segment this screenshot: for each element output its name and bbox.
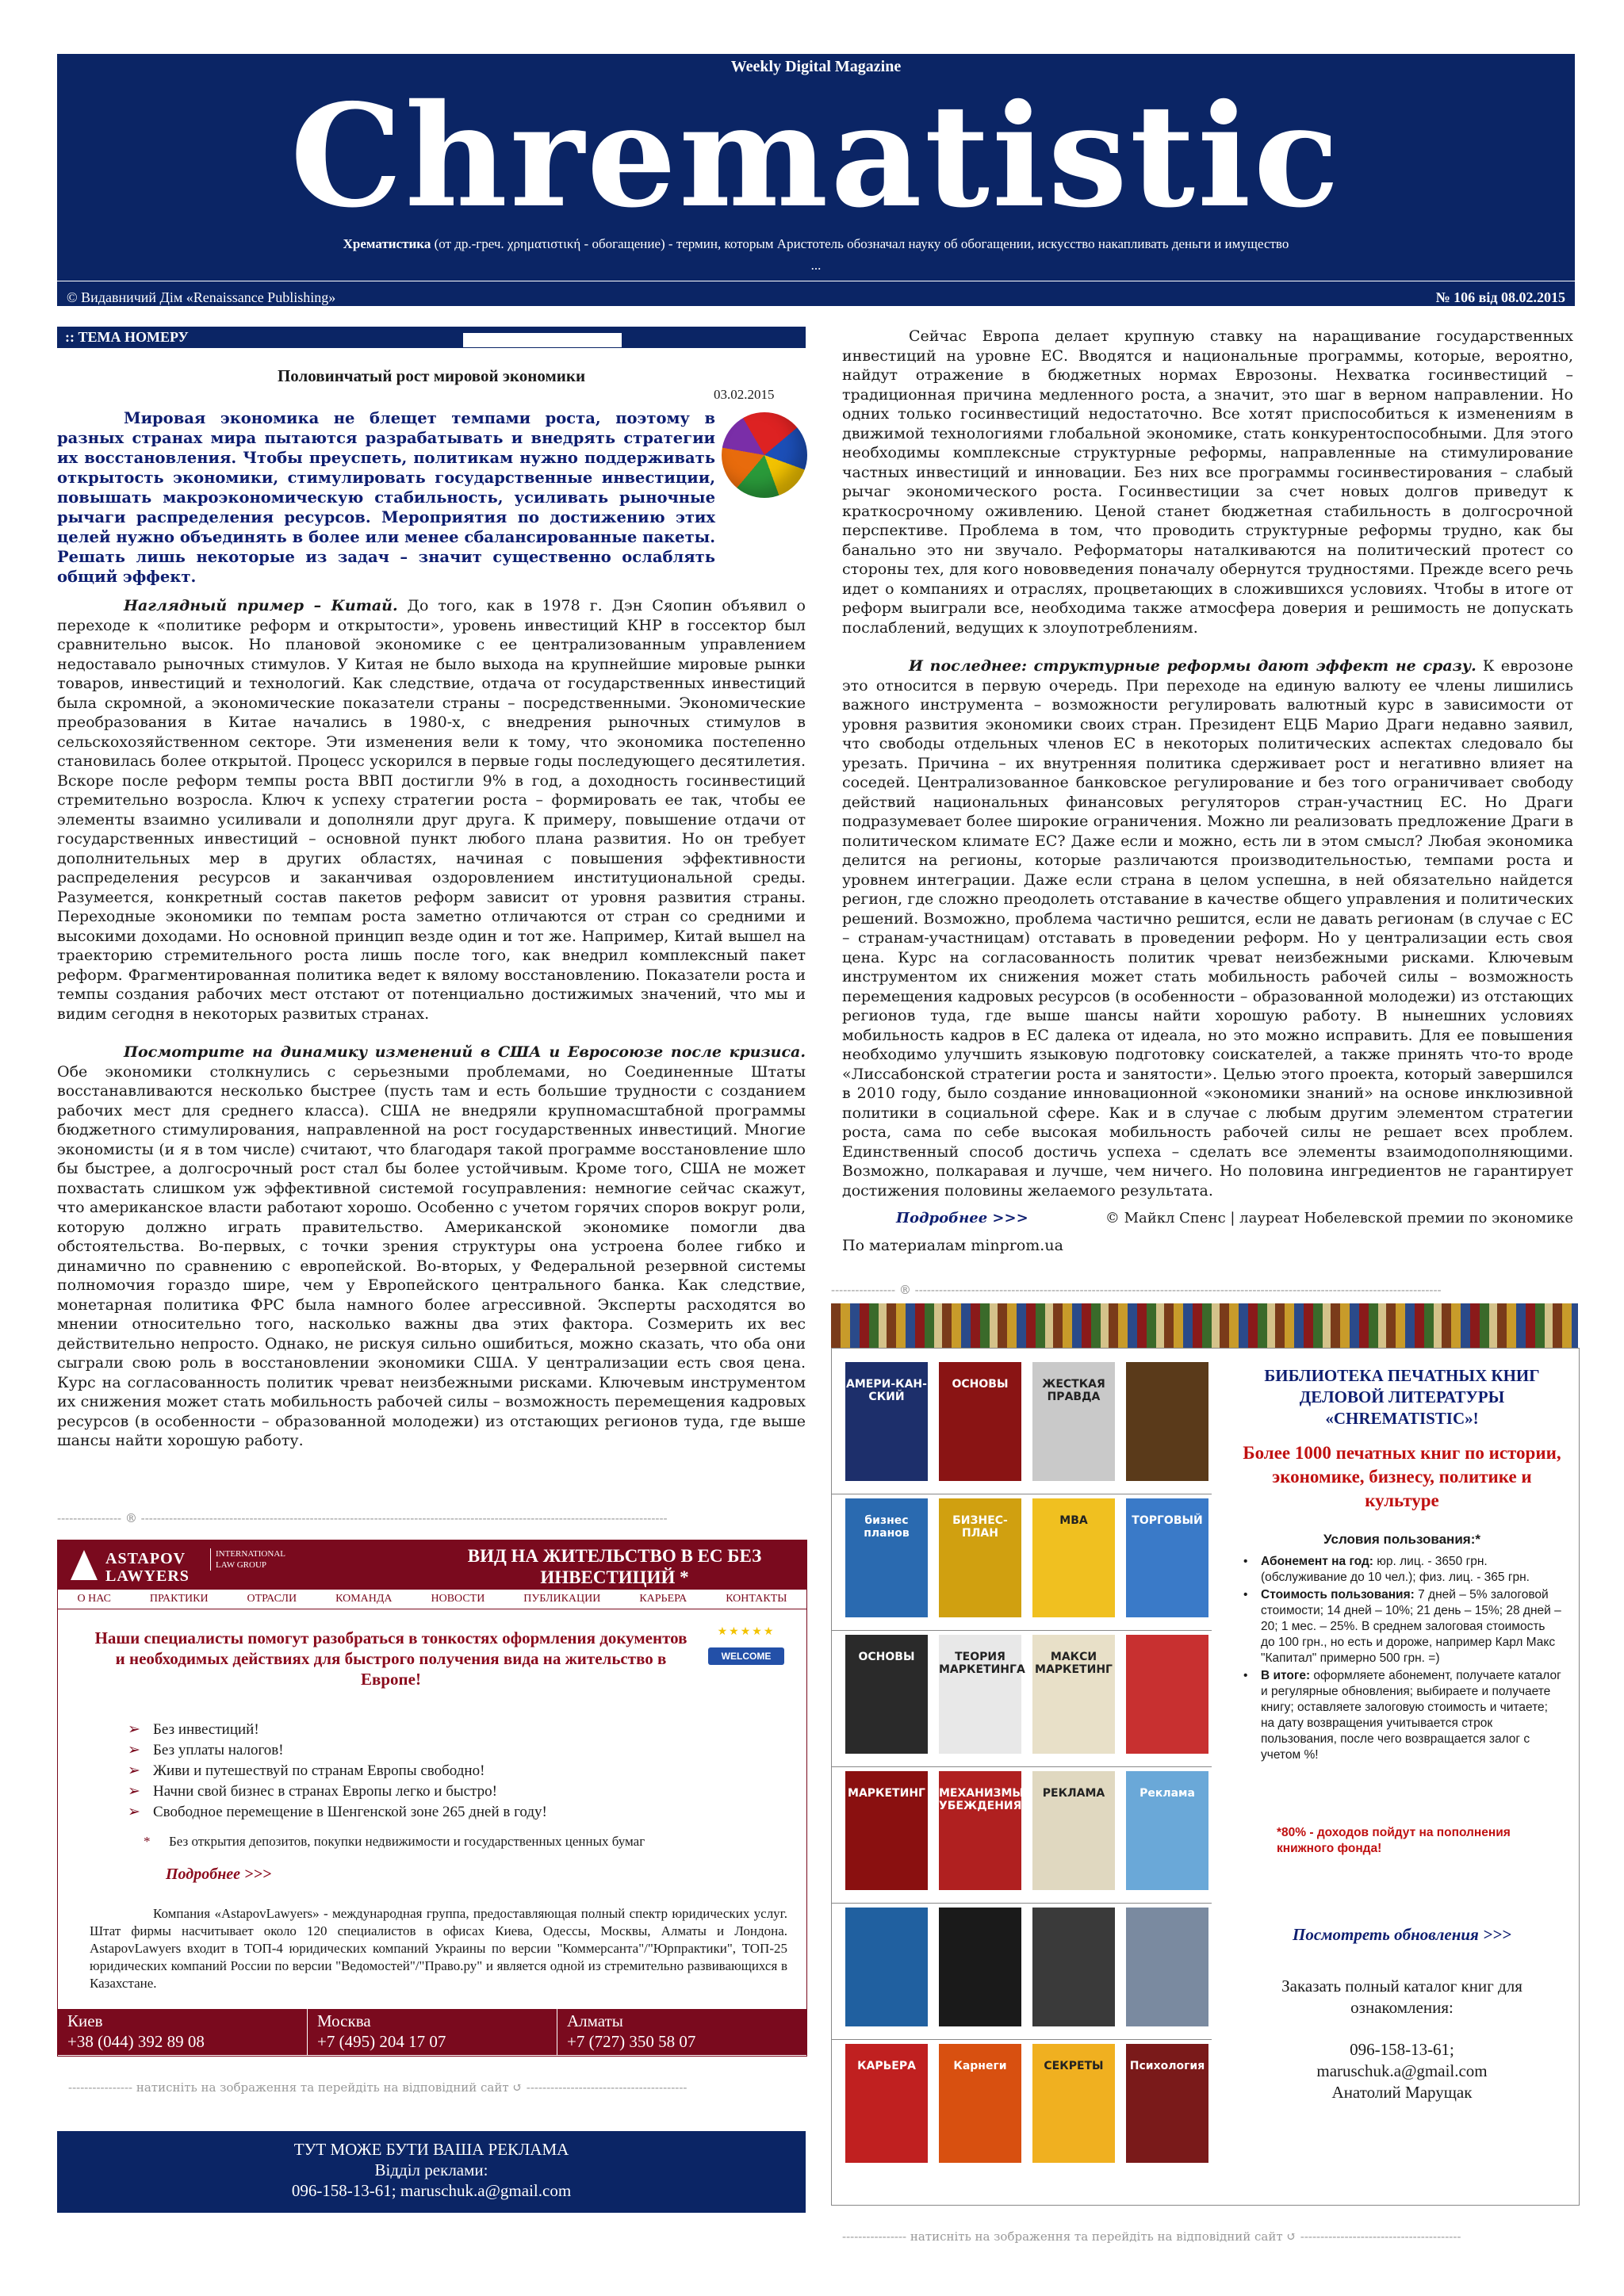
- ad-nav-about[interactable]: О НАС: [77, 1593, 111, 1605]
- author-credit: © Майкл Спенс | лауреат Нобелевской премии по экономике: [1105, 1210, 1573, 1226]
- section-divider: [463, 333, 622, 347]
- issue-bar: [57, 289, 1575, 306]
- ad-footnote: * Без открытия депозитов, покупки недвижимости и государственных ценных бумаг: [169, 1834, 645, 1850]
- office-city: Алматы: [567, 2011, 623, 2030]
- library-contact-name: Анатолий Марущак: [1331, 2083, 1473, 2102]
- office-city: Киев: [67, 2011, 103, 2030]
- book-cover[interactable]: [845, 1908, 928, 2026]
- registered-mark: ®: [898, 1283, 911, 1297]
- article-column-left: [57, 596, 806, 1470]
- registered-mark: ®: [124, 1511, 137, 1525]
- book-cover[interactable]: Карнеги: [939, 2044, 1021, 2163]
- library-phone: 096-158-13-61;: [1350, 2040, 1454, 2059]
- publisher: © Видавничий Дім «Renaissance Publishing»: [67, 289, 336, 305]
- book-cover[interactable]: МАКСИ МАРКЕТИНГ: [1032, 1635, 1115, 1754]
- description-term: Хрематистика: [343, 236, 431, 251]
- library-updates-link[interactable]: Посмотреть обновления >>>: [1292, 1925, 1512, 1944]
- ad-nav: [58, 1593, 806, 1609]
- magazine-description: [343, 233, 1289, 276]
- book-cover[interactable]: [1126, 1635, 1208, 1754]
- shelf-divider: [831, 2039, 1212, 2040]
- ad-nav-career[interactable]: КАРЬЕРА: [639, 1593, 688, 1605]
- condition-text: юр. лиц. - 3650 грн. (обслуживание до 10 чел.); физ. лиц. - 365 грн.: [1261, 1555, 1530, 1584]
- office-kyiv[interactable]: [58, 2009, 307, 2055]
- book-cover[interactable]: КАРЬЕРА: [845, 2044, 928, 2163]
- paragraph-europe: Сейчас Европа делает крупную ставку на наращивание государственных инвестиций на уровне ЕС. Вводятся и национальные программы, которые, вероятно, найдут отражение в бюджетных нормах Еврозоны. Нехватка госинвестиций – традиционная причина медленного роста, а значит, это шаг в верном направлении. Но одних только госинвестиций недостаточно. Все хотят приспособиться к изменениям в движимой технологиями глобальной экономике, стать конкурентоспособными. Для этого необходимы комплексные структурные реформы, направленные на стимулирование частных инвестиций и инновации. Без них все программы госинвестирования – слабый рычаг экономического роста. Госинвестиции за счет новых долгов приведут к краткосрочному оживлению. Ценой станет бюджетная стабильность в долгосрочной перспективе. Проблема в том, что проводить структурные реформы трудно, как бы банально это ни звучало. Реформаторы наталкиваются на политический протест со стороны тех, для кого нововведения поначалу обернутся трудностями. Прежде всего речь идет о компаниях и отраслях, процветающих в сложившихся условиях. Чтобы в итоге от реформ выиграли все, необходима также атмосфера доверия и решимость не допускать послаблений, ведущих к злоупотреблениям.: [842, 327, 1573, 637]
- paragraph-lead-in: Посмотрите на динамику изменений в США и Евросоюзе после кризиса.: [124, 1043, 806, 1061]
- ad-logo-sub: INTERNATIONAL LAW GROUP: [210, 1548, 279, 1571]
- welcome-badge: [708, 1624, 784, 1684]
- condition-label: Абонемент на год:: [1261, 1555, 1373, 1568]
- section-label: :: ТЕМА НОМЕРУ: [65, 329, 189, 345]
- ad-nav-news[interactable]: НОВОСТИ: [431, 1593, 485, 1605]
- library-contacts: [1237, 2039, 1567, 2103]
- advertise-contacts: 096-158-13-61; maruschuk.a@gmail.com: [291, 2181, 572, 2200]
- issue-number: № 106 від 08.02.2015: [1435, 289, 1565, 305]
- book-cover[interactable]: ТОРГОВЫЙ: [1126, 1498, 1208, 1617]
- article-title: Половинчатый рост мировой экономики: [277, 366, 586, 385]
- benefit-item: ➢ Свободное перемещение в Шенгенской зоне 265 дней в году!: [153, 1802, 547, 1823]
- description-text: (от др.-греч. χρηματιστική - обогащение) - термин, которым Аристотель обозначал науку об обогащении, искусство накапливать деньги и имущество ...: [431, 236, 1289, 273]
- book-cover[interactable]: МЕХАНИЗМЫ УБЕЖДЕНИЯ: [939, 1771, 1021, 1890]
- click-note-left: ---------------- натисніть на зображення та перейдіть на відповідний сайт ↺ ----------------------------------------: [68, 2080, 688, 2095]
- condition-label: Стоимость пользования:: [1261, 1588, 1415, 1601]
- library-title: БИБЛИОТЕКА ПЕЧАТНЫХ КНИГ ДЕЛОВОЙ ЛИТЕРАТУРЫ «CHREMATISTIC»!: [1264, 1366, 1540, 1428]
- paragraph-usa-eu: [57, 1043, 806, 1451]
- separator-right: ---------------- ® -----------------------------------------------------------------------------------------------------------------------------------: [831, 1283, 1442, 1297]
- office-phone: +7 (727) 350 58 07: [567, 2032, 696, 2051]
- click-note-right: ---------------- натисніть на зображення та перейдіть на відповідний сайт ↺ ----------------------------------------: [842, 2229, 1461, 2244]
- library-conditions: [1261, 1554, 1562, 1765]
- library-offer: Более 1000 печатных книг по истории, экономике, бизнесу, политике и культуре: [1243, 1443, 1561, 1510]
- ad-nav-team[interactable]: КОМАНДА: [335, 1593, 393, 1605]
- ad-nav-contacts[interactable]: КОНТАКТЫ: [726, 1593, 787, 1605]
- book-cover[interactable]: MBA: [1032, 1498, 1115, 1617]
- book-cover[interactable]: [1126, 1362, 1208, 1481]
- astapov-ad[interactable]: [57, 1540, 807, 2057]
- book-cover[interactable]: АМЕРИ-КАН-СКИЙ: [845, 1362, 928, 1481]
- globe-flags-image: [722, 412, 807, 498]
- advertise-here-box[interactable]: [57, 2131, 806, 2213]
- article-lead: Мировая экономика не блещет темпами роста, поэтому в разных странах мира пытаются разрабатывать и внедрять стратегии их восстановления. Чтобы преуспеть, политикам нужно поддерживать открытость экономики, стимулировать государственные инвестиции, повышать макроэкономическую стабильность, усиливать рыночные рычаги распределения ресурсов. Мероприятия по достижению этих целей нужно объединять в более или менее сбалансированные пакеты. Решать лишь некоторые из задач – значит существенно ослаблять общий эффект.: [57, 409, 715, 586]
- office-phone: +7 (495) 204 17 07: [317, 2032, 446, 2051]
- benefit-item: ➢ Без уплаты налогов!: [153, 1740, 547, 1761]
- ad-nav-practices[interactable]: ПРАКТИКИ: [149, 1593, 209, 1605]
- benefit-item: ➢ Живи и путешествуй по странам Европы свободно!: [153, 1761, 547, 1781]
- library-email[interactable]: maruschuk.a@gmail.com: [1316, 2061, 1488, 2080]
- office-city: Москва: [317, 2011, 371, 2030]
- eu-stars-icon: ★★★★★: [717, 1625, 776, 1638]
- book-cover[interactable]: ЖЕСТКАЯ ПРАВДА: [1032, 1362, 1115, 1481]
- book-cover[interactable]: бизнес планов: [845, 1498, 928, 1617]
- book-cover[interactable]: Психология: [1126, 2044, 1208, 2163]
- logo-triangle-icon: [71, 1550, 98, 1580]
- library-order-text: Заказать полный каталог книг для ознакомления:: [1281, 1976, 1522, 2017]
- paragraph-china: [57, 596, 806, 1024]
- advertise-dept: Відділ реклами:: [374, 2160, 488, 2179]
- article-source: По материалам minprom.ua: [842, 1237, 1063, 1254]
- book-cover[interactable]: [1126, 1908, 1208, 2026]
- ad-nav-industries[interactable]: ОТРАСЛИ: [247, 1593, 297, 1605]
- book-cover[interactable]: [939, 1908, 1021, 2026]
- paragraph-lead-in: И последнее: структурные реформы дают эффект не сразу.: [909, 657, 1477, 675]
- condition-item: [1261, 1668, 1562, 1763]
- shelf-divider: [831, 1903, 1212, 1904]
- library-fund-note: *80% - доходов пойдут на пополнения книжного фонда!: [1277, 1826, 1511, 1855]
- book-cover[interactable]: ОСНОВЫ: [939, 1362, 1021, 1481]
- book-cover[interactable]: БИЗНЕС-ПЛАН: [939, 1498, 1021, 1617]
- benefit-item: ➢ Начни свой бизнес в странах Европы легко и быстро!: [153, 1781, 547, 1802]
- ad-nav-publications[interactable]: ПУБЛИКАЦИИ: [523, 1593, 601, 1605]
- paragraph-lead-in: Наглядный пример – Китай.: [124, 597, 398, 614]
- shelf-divider: [831, 1630, 1212, 1631]
- section-header: [57, 327, 806, 348]
- magazine-title[interactable]: Chrematistic: [289, 73, 1342, 239]
- book-cover[interactable]: ТЕОРИЯ МАРКЕТИНГА: [939, 1635, 1021, 1754]
- library-conditions-heading: Условия пользования:*: [1323, 1532, 1480, 1547]
- office-phone: +38 (044) 392 89 08: [67, 2032, 205, 2051]
- masthead: [57, 54, 1575, 292]
- condition-text: 7 дней – 5% залоговой стоимости; 14 дней – 10%; 21 день – 15%; 28 дней – 20; 1 мес. – 25%. В среднем залоговая стоимость до 100 грн., но есть и дороже, например Карл Макс "Капитал" примерно 500 грн. =): [1261, 1588, 1561, 1665]
- office-almaty[interactable]: [557, 2009, 806, 2055]
- shelf-divider: [831, 1766, 1212, 1767]
- office-moscow[interactable]: [307, 2009, 557, 2055]
- book-cover[interactable]: Реклама: [1126, 1771, 1208, 1890]
- book-cover[interactable]: ОСНОВЫ: [845, 1635, 928, 1754]
- book-cover[interactable]: МАРКЕТИНГ: [845, 1771, 928, 1890]
- bookshelf-banner[interactable]: [831, 1303, 1578, 1348]
- condition-text: оформляете абонемент, получаете каталог и регулярные обновления; выбираете и получаете книгу; оставляете залоговую стоимость и читаете; на дату возвращения учитывается строк пользования, после чего возвращается залог с учетом %!: [1261, 1669, 1561, 1762]
- separator-left: ---------------- ® -----------------------------------------------------------------------------------------------------------------------------------: [57, 1511, 668, 1525]
- article-date: 03.02.2015: [714, 387, 775, 402]
- welcome-label: WELCOME: [708, 1647, 784, 1665]
- advertise-title: ТУТ МОЖЕ БУТИ ВАША РЕКЛАМА: [293, 2140, 569, 2159]
- ad-intro: Наши специалисты помогут разобраться в тонкостях оформления документов и необходимых действиях для быстрого получения вида на жительство в Европе!: [94, 1628, 688, 1689]
- benefit-item: ➢ Без инвестиций!: [153, 1720, 547, 1740]
- condition-item: [1261, 1554, 1562, 1586]
- book-cover[interactable]: [1032, 1908, 1115, 2026]
- article-footer: [842, 1210, 1573, 1230]
- article-column-right: [842, 327, 1573, 1219]
- ad-headline[interactable]: ВИД НА ЖИТЕЛЬСТВО В ЕС БЕЗ ИНВЕСТИЦИЙ *: [467, 1546, 762, 1587]
- read-more-link[interactable]: Подробнее >>>: [896, 1210, 1028, 1226]
- ad-header: [58, 1540, 806, 1590]
- condition-item: [1261, 1587, 1562, 1667]
- book-cover[interactable]: СЕКРЕТЫ: [1032, 2044, 1115, 2163]
- paragraph-text: До того, как в 1978 г. Дэн Сяопин объявил о переходе к «политике реформ и открытости», уровень инвестиций КНР в госсектор был сравнительно высок. Но плановой экономике с ее централизованным управлением недоставало рыночных стимулов. У Китая не было выхода на крупнейшие мировые рынки товаров, инвестиций и технологий. Как следствие, отдача от государственных инвестиций была скромной, а экономические показатели страны – посредственными. Экономические преобразования в Китае начались в 1980-х, с внедрения рыночных стимулов в сельскохозяйственном секторе. Эти изменения вели к тому, что экономика постепенно становилась более открытой. Процесс ускорился в первые годы последующего десятилетия. Вскоре после реформ темпы роста ВВП достигли 9% в год, а доходность госинвестиций стремительно возросла. Ключ к успеху стратегии роста – формировать ее так, чтобы ее элементы взаимно усиливали и дополняли друг друга. К примеру, повышение отдачи от государственных инвестиций – основной пункт любого плана развития. Но он требует дополнительных мер в других областях, начиная с повышения эффективности распределения ресурсов и заканчивая оздоровлением институциональной среды. Разумеется, конкретный состав пакетов реформ зависит от уровня развития страны. Переходные экономики по темпам роста заметно отличаются от стран со средними и высокими доходами. Но основной принцип везде один и тот же. Например, Китай вышел на траекторию стремительного роста лишь после того, как внедрил комплексный пакет реформ. Фрагментированная политика ведет к вялому восстановлению. Показатели роста и темпы создания рабочих мест отстают от потенциально достижимых значений, что мы и видим сегодня в некоторых развитых странах.: [57, 597, 806, 1023]
- magazine-tagline: Weekly Digital Magazine: [730, 58, 902, 75]
- ad-read-more-link[interactable]: Подробнее >>>: [166, 1866, 272, 1883]
- ad-offices: [58, 2009, 806, 2055]
- paragraph-reforms: [842, 656, 1573, 1200]
- ad-logo[interactable]: ASTAPOV LAWYERS: [105, 1550, 190, 1585]
- paragraph-text: Обе экономики столкнулись с серьезными проблемами, но Соединенные Штаты восстанавливаются несколько быстрее (пусть там и есть большие трудности с созданием рабочих мест для среднего класса). США не внедряли крупномасштабной программы бюджетного стимулирования, направленной на рост государственных инвестиций. Многие экономисты (и я в том числе) считают, что благодаря такой программе восстановление шло бы быстрее, а долгосрочный рост стал бы более устойчивым. Кроме того, США не может похвастать слишком уж эффективной системой госуправления: немногие сейчас скажут, что американское власти работают хорошо. Особенно с учетом горячих споров вокруг роли, которую должно играть правительство. Американской экономике помогли два обстоятельства. Во-первых, с точки зрения структуры она устроена более гибко и динамично по сравнению с европейской. Во-вторых, у Федеральной резервной системы полномочия гораздо шире, чем у Европейского центрального банка. Как следствие, монетарная политика ФРС была намного более агрессивной. Эксперты расходятся во мнении относительно того, насколько важны два этих фактора. Созмерить их вес действительно непросто. Однако, не рискуя сильно ошибиться, можно сказать, что оба они сыграли свою роль в восстановлении экономики США. У централизации есть своя цена. Курс на согласованность политик чреват неизбежными рисками. Ключевым инструментом их снижения может стать мобильность рабочей силы – возможность перемещения кадровых ресурсов (в особенности – образованной молодежи) из отстающих регионов туда, где выше шансы найти хорошую работу.: [57, 1062, 806, 1449]
- ad-company-info: Компания «AstapovLawyers» - международная группа, предоставляющая полный спектр юридических услуг. Штат фирмы насчитывает около 120 специалистов в офисах Киева, Одессы, Москвы, Алматы и Лондона. AstapovLawyers входит в ТОП-4 юридических компаний Украины по версии "Коммерсанта"/"Юрпрактики", ТОП-25 юридических компаний России по версии "Ведомостей"/"Право.ру" и является одной из стремительно развивающихся в Казахстане.: [90, 1906, 787, 1991]
- paragraph-text: К еврозоне это относится в первую очередь. При переходе на единую валюту ее члены лишились важного инструмента – возможности регулировать валютный курс в зависимости от уровня развития экономики своих стран. Президент ЕЦБ Марио Драги недавно заявил, что свободы отдельных членов ЕС в некоторых политических аспектах следовало бы урезать. Причина – их внутренняя политика сдерживает рост и негативно влияет на соседей. Централизованное банковское регулирование и без того ограничивает свободу действий национальных финансовых регуляторов стран-участниц ЕС. Но Драги подразумевает более широкие ограничения. Можно ли реализовать предложение Драги в политическом климате ЕС? Даже если и можно, есть ли в этом смысл? Любая экономика делится на регионы, которые различаются производительностью, темпами роста и уровнем интеграции. Даже если страна в целом успешна, в ней обязательно найдется регион, где сложно преодолеть отставание в качестве общего управления и политических решений. Возможно, проблема частично решится, если не давать регионам (в случае с ЕС – странам-участницам) отставать в проведении реформ. Но у централизации есть своя цена. Курс на согласованность политик чреват неизбежными рисками. Ключевым инструментом их снижения может стать мобильность рабочей силы – возможность перемещения кадровых ресурсов (в особенности – образованной молодежи) из отстающих регионов туда, где выше шансы найти хорошую работу. В нынешних условиях мобильность кадров в ЕС далека от идеала, но это можно исправить. Для ее повышения необходимо улучшить языковую подготовку соискателей, а также принять что-то вроде «Лиссабонской стратегии роста и занятости». Целью этого проекта, который завершился в 2010 году, было создание инновационной «экономики знаний» на основе инклюзивной политики в социальной сфере. Как и в случае с любым другим элементом стратегии роста, сама по себе высокая мобильность рабочей силы не решает всех проблем. Единственный способ достичь успеха – сделать все элементы взаимодополняющими. Возможно, полкаравая и лучше, чем ничего. Но половина ингредиентов не гарантирует достижения половины желаемого результата.: [842, 657, 1573, 1200]
- condition-label: В итоге:: [1261, 1669, 1311, 1682]
- book-cover[interactable]: РЕКЛАМА: [1032, 1771, 1115, 1890]
- ad-benefits: [153, 1720, 547, 1823]
